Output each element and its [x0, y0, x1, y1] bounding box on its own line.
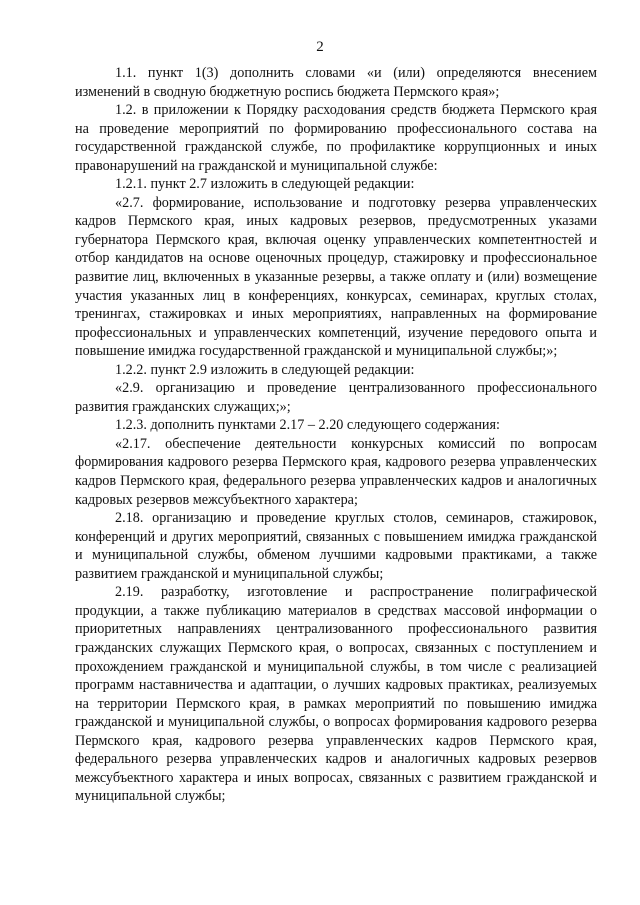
paragraph-2-17: «2.17. обеспечение деятельности конкурсных комиссий по вопросам формирования кадрового резерва Пермского края, кадрового резерва управленческих кадров Пермского края, федерального резерва управленческих кадров и аналогичных кадровых резервов межсубъектного характера;	[75, 435, 597, 508]
paragraph-2-19: 2.19. разработку, изготовление и распространение полиграфической продукции, а также публикацию материалов в средствах массовой информации о приоритетных направлениях централизованного профессионального развития гражданских служащих Пермского края, о вопросах, связанных с поступлением и прохождением гражданской и муниципальной службы, в том числе с реализацией программ наставничества и адаптации, о лучших кадровых практиках, реализуемых на территории Пермского края, в рамках мероприятий по повышению имиджа гражданской и муниципальной службы, о вопросах формирования кадрового резерва Пермского края, кадрового резерва управленческих кадров Пермского края, федерального резерва управленческих кадров и аналогичных кадровых резервов межсубъектного характера и иных вопросах, связанных с развитием гражданской и муниципальной службы;	[75, 584, 597, 805]
paragraph-2-18: 2.18. организацию и проведение круглых столов, семинаров, стажировок, конференций и других мероприятий, связанных с повышением имиджа гражданской и муниципальной службы, обменом лучшими кадровыми практиками, а также развитием гражданской и муниципальной службы;	[75, 510, 597, 582]
paragraph-1-2-1: 1.2.1. пункт 2.7 изложить в следующей редакции:	[115, 176, 415, 193]
paragraph-2-9: «2.9. организацию и проведение централизованного профессионального развития гражданских служащих;»;	[75, 380, 597, 415]
paragraph-1-2: 1.2. в приложении к Порядку расходования средств бюджета Пермского края на проведение мероприятий по формированию профессионального состава на государственной гражданской службе, по профилактике коррупционных и иных правонарушений на гражданской и муниципальной службе:	[75, 102, 597, 174]
document-body	[75, 64, 597, 806]
paragraph-1-2-2: 1.2.2. пункт 2.9 изложить в следующей редакции:	[115, 361, 415, 378]
paragraph-1-1: 1.1. пункт 1(3) дополнить словами «и (или) определяются внесением изменений в сводную бюджетную роспись бюджета Пермского края»;	[75, 65, 597, 100]
paragraph-1-2-3: 1.2.3. дополнить пунктами 2.17 – 2.20 следующего содержания:	[115, 417, 500, 434]
paragraph-2-7: «2.7. формирование, использование и подготовку резерва управленческих кадров Пермского края, иных кадровых резервов, предусмотренных указами губернатора Пермского края, включая оценку управленческих компетентностей и отбор кандидатов на основе оценочных процедур, стажировку и профессиональное развитие лиц, включенных в указанные резервы, а также оплату и (или) возмещение участия указанных лиц в конференциях, конкурсах, семинарах, круглых столах, тренингах, стажировках и иных мероприятиях, направленных на формирование профессиональных и управленческих компетенций, изучение передового опыта и повышение имиджа государственной гражданской и муниципальной службы;»;	[75, 194, 597, 360]
page-number: 2	[316, 39, 324, 55]
